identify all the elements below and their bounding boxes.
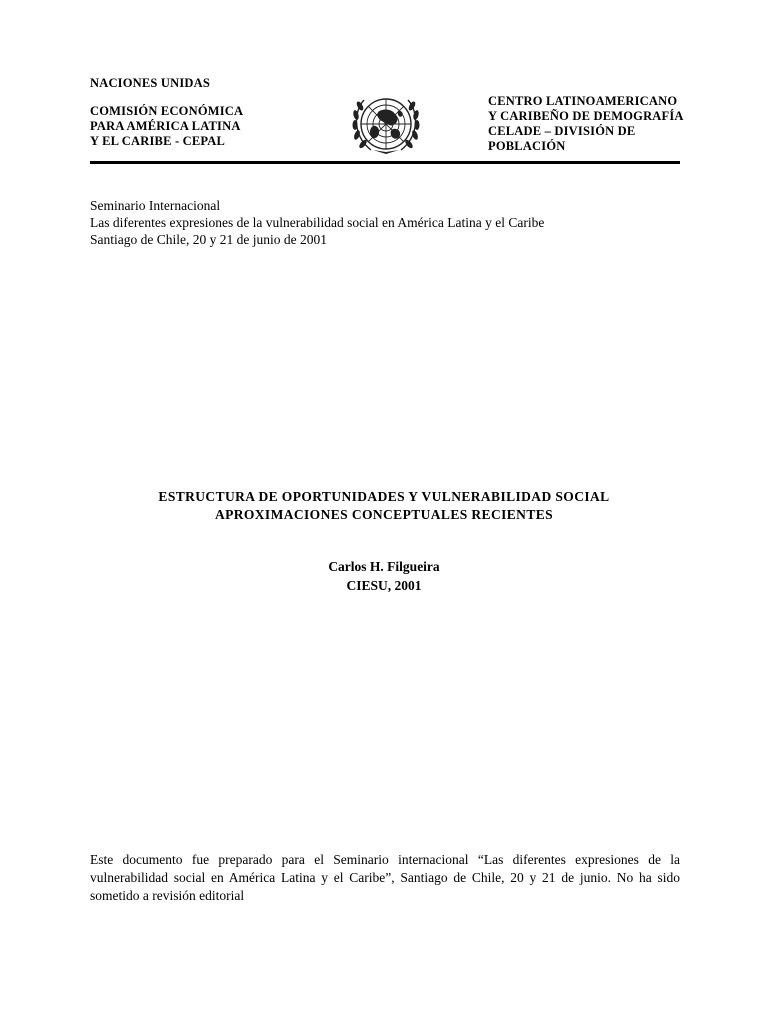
- author-affiliation: CIESU, 2001: [346, 578, 422, 593]
- cepal-line-1: COMISIÓN ECONÓMICA: [90, 104, 244, 118]
- title-line-1: ESTRUCTURA DE OPORTUNIDADES Y VULNERABILIDAD SOCIAL: [158, 489, 610, 504]
- document-title: [0, 488, 768, 524]
- title-line-2: APROXIMACIONES CONCEPTUALES RECIENTES: [214, 507, 554, 522]
- cepal-line-2: PARA AMÉRICA LATINA: [90, 119, 241, 133]
- header-divider: [90, 161, 680, 164]
- author-block: [0, 557, 768, 595]
- celade-line-1: CENTRO LATINOAMERICANO: [488, 94, 678, 108]
- un-emblem-icon: [343, 88, 429, 160]
- un-org-name: NACIONES UNIDAS: [90, 76, 211, 90]
- celade-line-2: Y CARIBEÑO DE DEMOGRAFÍA: [488, 109, 684, 123]
- seminar-line-3: Santiago de Chile, 20 y 21 de junio de 2001: [90, 232, 327, 247]
- seminar-line-2: Las diferentes expresiones de la vulnerabilidad social en América Latina y el Caribe: [90, 215, 545, 230]
- celade-line-3: CELADE – DIVISIÓN DE: [488, 124, 636, 138]
- seminar-line-1: Seminario Internacional: [90, 198, 221, 213]
- header-right: [488, 94, 684, 154]
- cepal-line-3: Y EL CARIBE - CEPAL: [90, 134, 226, 148]
- celade-line-4: POBLACIÓN: [488, 139, 566, 153]
- author-name: Carlos H. Filgueira: [328, 559, 440, 574]
- seminar-info: [90, 197, 544, 248]
- header-left: [90, 76, 243, 149]
- editorial-note: Este documento fue preparado para el Seminario internacional “Las diferentes expresiones de la vulnerabilidad social en América Latina y el Caribe”, Santiago de Chile, 20 y 21 de junio. No ha sido sometido a revisión editorial: [90, 852, 680, 903]
